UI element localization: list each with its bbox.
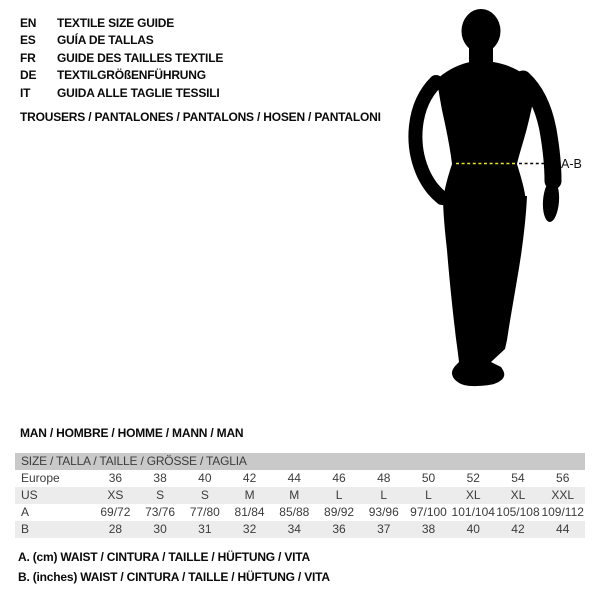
- size-cell: L: [425, 488, 432, 502]
- size-cell: 38: [153, 471, 167, 485]
- size-cell: 44: [287, 471, 301, 485]
- row-label: A: [21, 505, 30, 519]
- size-cell: 44: [556, 522, 570, 536]
- table-row-europe: [15, 470, 585, 487]
- silhouette-left-arm: [415, 82, 442, 198]
- language-code: IT: [20, 85, 31, 100]
- table-row-b-inches: [15, 521, 585, 538]
- row-label: B: [21, 522, 30, 536]
- size-cell: 34: [287, 522, 301, 536]
- size-cell: 56: [556, 471, 570, 485]
- language-code: DE: [20, 68, 37, 83]
- size-cell: 40: [466, 522, 480, 536]
- size-cell: 46: [332, 471, 346, 485]
- size-cell: 30: [153, 522, 167, 536]
- gender-heading: MAN / HOMBRE / HOMME / MANN / MAN: [20, 426, 244, 440]
- size-cell: 36: [108, 471, 123, 485]
- footnote-a-cm: A. (cm) WAIST / CINTURA / TAILLE / HÜFTUNG / VITA: [18, 550, 310, 564]
- language-label: GUIDE DES TAILLES TEXTILE: [57, 50, 224, 65]
- size-cell: 109/112: [541, 505, 584, 519]
- size-cell: 40: [198, 471, 212, 485]
- row-label: US: [21, 488, 38, 502]
- size-cell: 73/76: [145, 505, 176, 519]
- row-label: Europe: [21, 471, 60, 485]
- table-row-us: [15, 487, 585, 504]
- size-cell: M: [244, 488, 255, 502]
- size-cell: L: [380, 488, 388, 502]
- size-cell: XXL: [551, 488, 575, 502]
- language-code: FR: [20, 50, 36, 65]
- size-cell: 37: [377, 522, 391, 536]
- size-cell: M: [289, 488, 300, 502]
- language-code: EN: [20, 15, 37, 30]
- size-cell: 105/108: [496, 505, 540, 519]
- size-table-header: SIZE / TALLA / TAILLE / GRÖSSE / TAGLIA: [15, 453, 585, 470]
- size-table: [15, 453, 585, 538]
- size-cell: 42: [511, 522, 525, 536]
- size-cell: 42: [242, 471, 257, 485]
- size-cell: S: [156, 488, 165, 502]
- table-row-a-cm: [15, 504, 585, 521]
- ab-measure-label: A-B: [561, 157, 582, 171]
- size-cell: 89/92: [324, 505, 355, 519]
- size-cell: 28: [108, 522, 123, 536]
- size-cell: L: [335, 488, 343, 502]
- language-code: ES: [20, 33, 36, 48]
- size-cell: 81/84: [234, 505, 265, 519]
- man-silhouette: [415, 9, 560, 386]
- language-label: TEXTILE SIZE GUIDE: [57, 15, 175, 30]
- size-cell: 54: [511, 471, 525, 485]
- size-cell: S: [200, 488, 209, 502]
- size-cell: 50: [421, 471, 436, 485]
- size-cell: XS: [107, 488, 124, 502]
- size-cell: 77/80: [189, 505, 220, 519]
- silhouette-legs: [443, 196, 527, 386]
- language-label: TEXTILGRÖßENFÜHRUNG: [57, 68, 206, 83]
- size-cell: 52: [466, 471, 480, 485]
- size-cell: 36: [332, 522, 346, 536]
- size-cell: 32: [242, 522, 257, 536]
- size-cell: 85/88: [279, 505, 310, 519]
- product-heading: TROUSERS / PANTALONES / PANTALONS / HOSEN / PANTALONI: [20, 110, 381, 124]
- size-cell: 48: [377, 471, 391, 485]
- size-cell: XL: [510, 488, 526, 502]
- size-cell: 38: [421, 522, 436, 536]
- silhouette-right-arm: [523, 79, 553, 181]
- size-cell: 31: [198, 522, 212, 536]
- language-label: GUÍA DE TALLAS: [57, 33, 154, 48]
- language-label: GUIDA ALLE TAGLIE TESSILI: [57, 85, 220, 100]
- size-cell: 69/72: [100, 505, 131, 519]
- footnote-b-inches: B. (inches) WAIST / CINTURA / TAILLE / HÜFTUNG / VITA: [18, 570, 330, 584]
- size-cell: 101/104: [451, 505, 495, 519]
- size-cell: 97/100: [410, 505, 447, 519]
- size-cell: XL: [465, 488, 481, 502]
- size-cell: 93/96: [368, 505, 399, 519]
